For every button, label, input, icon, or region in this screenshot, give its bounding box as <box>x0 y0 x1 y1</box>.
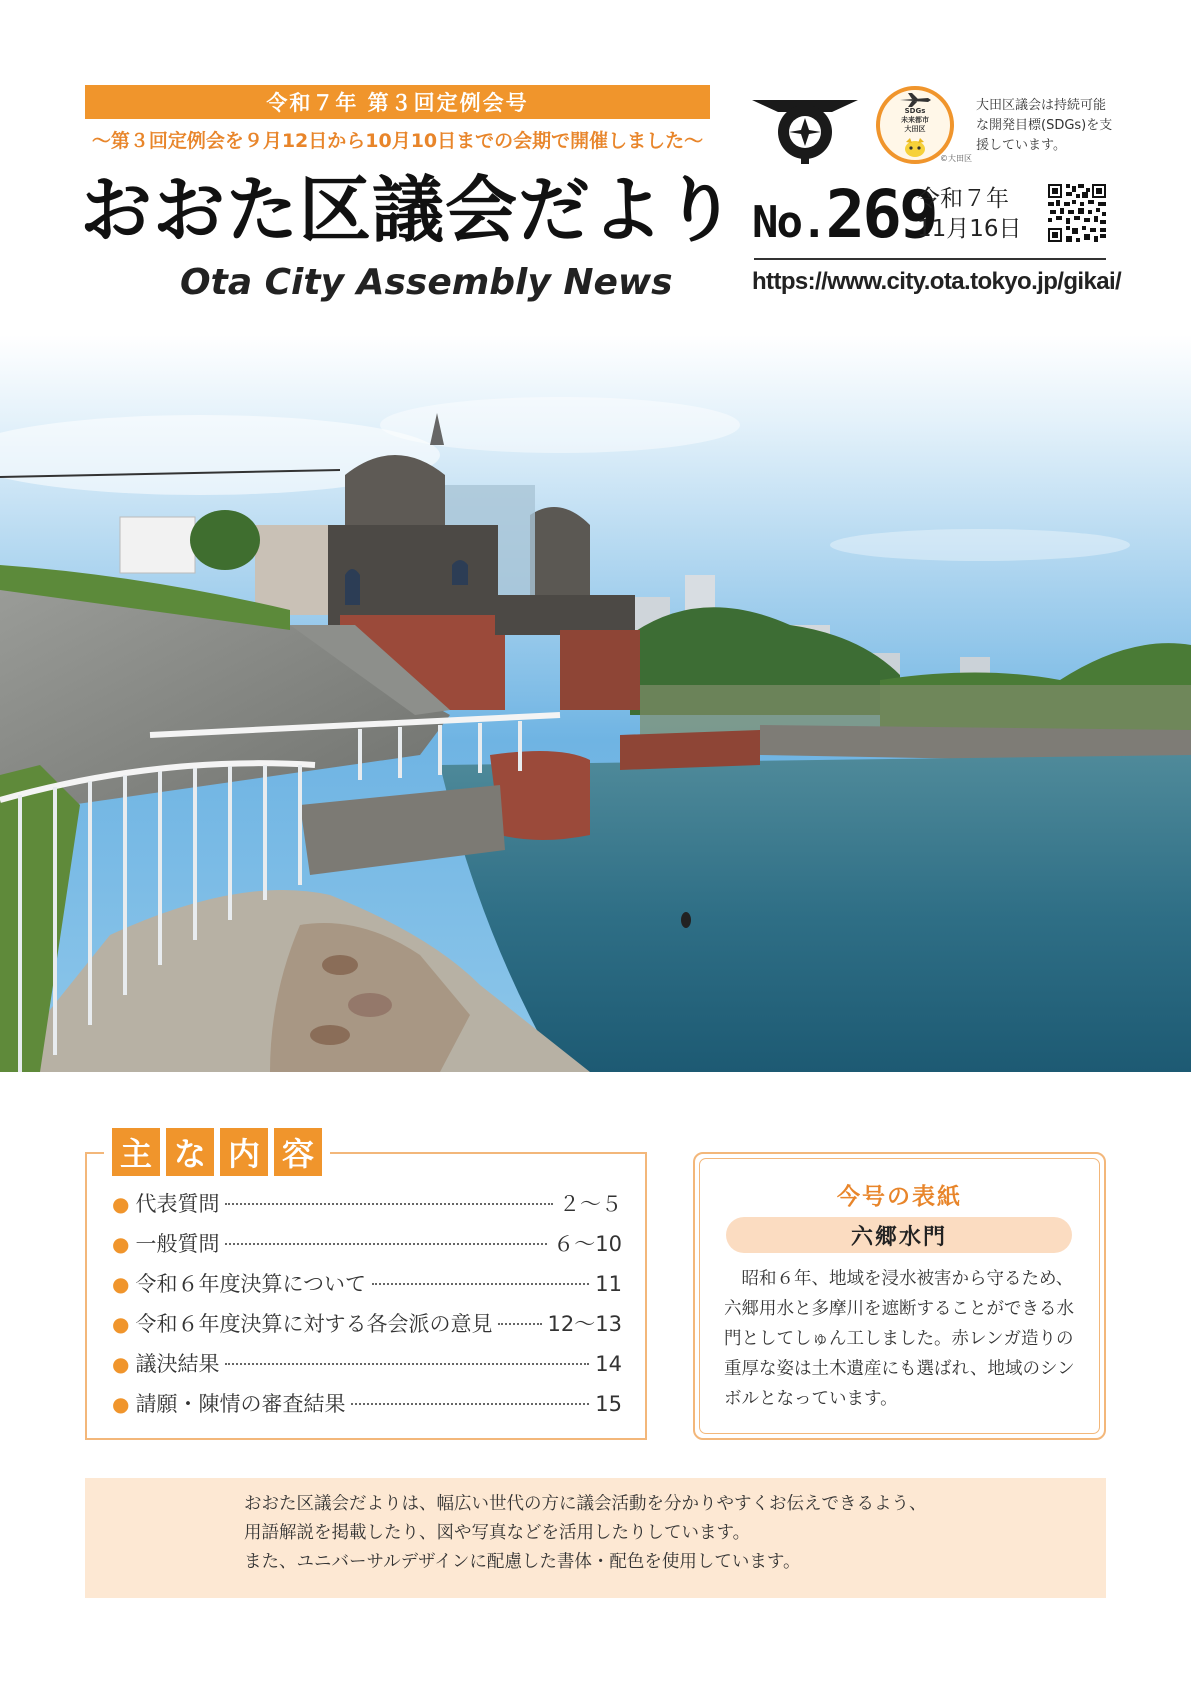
footer-note-line: おおた区議会だよりは、幅広い世代の方に議会活動を分かりやすくお伝えできるよう、 <box>244 1494 927 1514</box>
contents-item-label: 令和６年度決算に対する各会派の意見 <box>135 1312 493 1336</box>
contents-item-label: 一般質問 <box>135 1232 220 1256</box>
contents-item-label: 代表質問 <box>135 1192 220 1216</box>
contents-heading-char: 容 <box>274 1128 322 1176</box>
sdgs-badge-line: 未来都市 <box>901 115 929 124</box>
contents-item[interactable] <box>112 1268 622 1308</box>
issue-number-value: 269 <box>825 176 936 253</box>
contents-item[interactable] <box>112 1308 622 1348</box>
cover-note-text: 昭和６年、地域を浸水被害から守るため、六郷用水と多摩川を遮断することができる水門としてしゅん工しました。赤レンガ造りの重厚な姿は土木遺産にも選ばれ、地域のシンボルとなっています。 <box>724 1269 1075 1409</box>
contents-item[interactable] <box>112 1228 622 1268</box>
dot-leader <box>372 1283 589 1285</box>
qr-code-icon[interactable] <box>1048 184 1106 242</box>
issue-number <box>752 176 936 267</box>
dot-leader <box>225 1203 553 1205</box>
cover-note-name: 六郷水門 <box>726 1217 1072 1253</box>
bullet-icon: ● <box>112 1312 130 1336</box>
issue-banner: 令和７年 第３回定例会号 <box>85 85 710 119</box>
contents-item[interactable] <box>112 1348 622 1388</box>
footer-note-text <box>244 1490 1004 1577</box>
bullet-icon: ● <box>112 1192 130 1216</box>
contents-item-pages: 14 <box>595 1352 622 1376</box>
dot-leader <box>498 1323 541 1325</box>
bullet-icon: ● <box>112 1392 130 1416</box>
site-url-link[interactable]: https://www.city.ota.tokyo.jp/gikai/ <box>752 268 1122 295</box>
contents-list <box>112 1188 622 1428</box>
session-note: 〜第３回定例会を９月12日から10月10日までの会期で開催しました〜 <box>91 130 704 152</box>
contents-item-pages: 15 <box>595 1392 622 1416</box>
cover-photo <box>0 335 1191 1072</box>
page-title: おおた区議会だより <box>80 168 738 252</box>
dot-leader <box>225 1363 589 1365</box>
issue-date <box>917 184 1022 244</box>
contents-item-pages: 12〜13 <box>547 1312 622 1336</box>
page-subtitle: Ota City Assembly News <box>180 262 673 303</box>
contents-item[interactable] <box>112 1388 622 1428</box>
contents-item-pages: ２〜５ <box>559 1192 622 1216</box>
sdgs-support-text: 大田区議会は持続可能な開発目標(SDGs)を支援しています。 <box>976 98 1113 153</box>
bullet-icon: ● <box>112 1232 130 1256</box>
mascot-icon <box>900 136 930 158</box>
bullet-icon: ● <box>112 1352 130 1376</box>
footer-note-line: また、ユニバーサルデザインに配慮した書体・配色を使用しています。 <box>244 1552 801 1572</box>
issue-date-day: 11月16日 <box>917 216 1022 242</box>
sdgs-credit: ©大田区 <box>940 154 972 163</box>
contents-heading-char: 内 <box>220 1128 268 1176</box>
sdgs-badge-line: SDGs <box>904 106 926 115</box>
cover-note-title: 今号の表紙 <box>837 1183 962 1210</box>
sdgs-badge-line: 大田区 <box>904 124 926 133</box>
airplane-icon <box>898 93 932 107</box>
dot-leader <box>225 1243 547 1245</box>
dot-leader <box>351 1403 589 1405</box>
bullet-icon: ● <box>112 1272 130 1296</box>
contents-heading-char: 主 <box>112 1128 160 1176</box>
issue-prefix: No. <box>752 197 826 248</box>
contents-heading <box>104 1128 330 1176</box>
footer-note-line: 用語解説を掲載したり、図や写真などを活用したりしています。 <box>244 1523 751 1543</box>
contents-item-pages: 11 <box>595 1272 622 1296</box>
contents-item-label: 令和６年度決算について <box>135 1272 367 1296</box>
ota-city-emblem-icon <box>752 92 858 164</box>
contents-heading-char: な <box>166 1128 214 1176</box>
issue-date-year: 令和７年 <box>917 186 1009 212</box>
contents-item-label: 請願・陳情の審査結果 <box>135 1392 346 1416</box>
contents-item-label: 議決結果 <box>135 1352 220 1376</box>
contents-item[interactable] <box>112 1188 622 1228</box>
contents-item-pages: ６〜10 <box>553 1232 622 1256</box>
header-divider <box>754 258 1106 260</box>
